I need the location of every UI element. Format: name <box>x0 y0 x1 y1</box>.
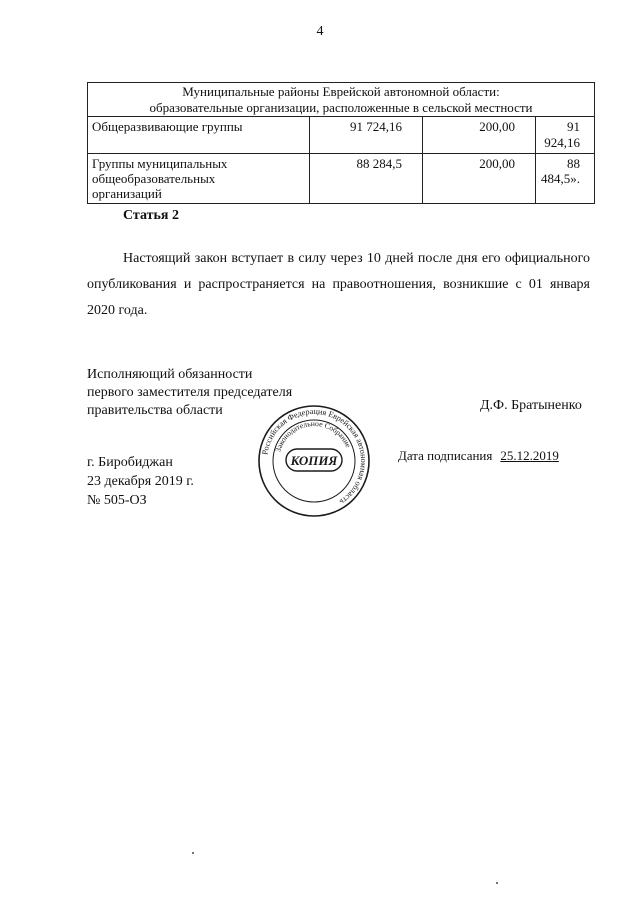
table-cell-value-3: 91 924,16 <box>536 117 595 154</box>
signing-date-value: 25.12.2019 <box>500 448 559 463</box>
table-row <box>88 117 595 154</box>
signer-name: Д.Ф. Братыненко <box>480 398 582 413</box>
table-header-line-2: образовательные организации, расположенные в сельской местности <box>149 100 533 115</box>
table-cell-name-line-1: Группы муниципальных <box>92 156 228 171</box>
table-header-row <box>88 83 595 117</box>
table-header-cell <box>88 83 595 117</box>
signing-date-label: Дата подписания <box>398 448 493 463</box>
article-title: Статья 2 <box>123 208 179 223</box>
signer-title-line-1: Исполняющий обязанности <box>87 367 253 382</box>
budget-table <box>87 82 595 204</box>
table-cell-name: Общеразвивающие группы <box>88 117 310 154</box>
table-cell-name <box>88 154 310 204</box>
seal-center-text: КОПИЯ <box>290 453 338 468</box>
sign-city: г. Биробиджан <box>87 455 173 470</box>
seal-ring-text: Российская Федерация Еврейская автономная область <box>260 406 369 507</box>
table-header-line-1: Муниципальные районы Еврейской автономной области: <box>182 84 500 99</box>
scan-speck <box>192 852 194 854</box>
table-cell-value-1: 88 284,5 <box>310 154 423 204</box>
table-cell-value-2: 200,00 <box>423 117 536 154</box>
table-cell-name-line-3: организаций <box>92 186 162 201</box>
table-cell-value-1: 91 724,16 <box>310 117 423 154</box>
scan-speck <box>496 882 498 884</box>
sign-date: 23 декабря 2019 г. <box>87 474 194 489</box>
sign-place-block <box>87 453 194 510</box>
signing-date-block <box>398 448 559 464</box>
article-text <box>87 246 590 324</box>
article-text-body: Настоящий закон вступает в силу через 10 дней после дня его официального опубликования и распространяется на правоотношения, возникшие с 01 января 2020 года. <box>87 251 590 318</box>
signer-title-line-2: первого заместителя председателя <box>87 385 293 400</box>
copy-seal-stamp <box>256 403 372 519</box>
page-number: 4 <box>316 24 324 39</box>
table-cell-value-3: 88 484,5». <box>536 154 595 204</box>
seal-inner-text: Законодательное Собрание <box>273 418 353 453</box>
law-number: № 505-ОЗ <box>87 493 147 508</box>
signer-title-line-3: правительства области <box>87 403 223 418</box>
table-cell-name-line-2: общеобразовательных <box>92 171 216 186</box>
table-cell-value-2: 200,00 <box>423 154 536 204</box>
table-row <box>88 154 595 204</box>
